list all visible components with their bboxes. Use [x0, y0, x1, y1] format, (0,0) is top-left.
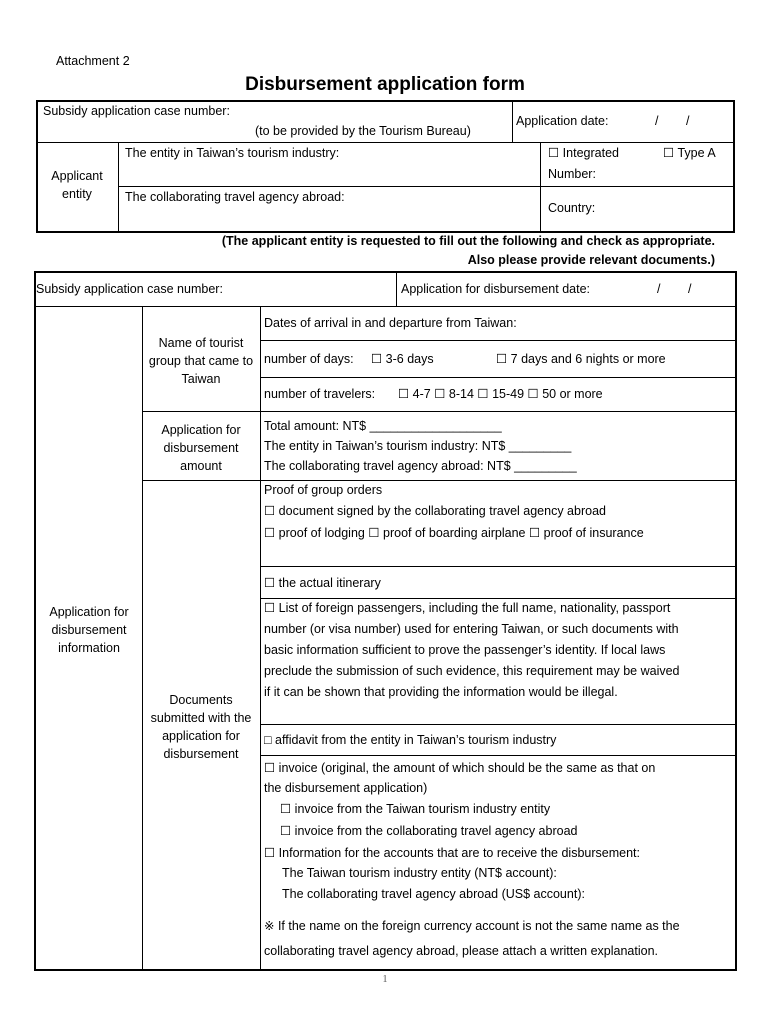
affidavit-checkbox[interactable]: □ affidavit from the entity in Taiwan’s tourism industry: [264, 733, 557, 747]
disbursement-info-label: Application for disbursement information: [49, 605, 129, 655]
passenger-list-line4: preclude the submission of such evidence, this requirement may be waived: [264, 664, 680, 678]
taiwan-amount-field[interactable]: The entity in Taiwan’s tourism industry: NT$ _________: [264, 439, 572, 453]
account-abroad-label: The collaborating travel agency abroad (US$ account):: [282, 887, 585, 901]
type-a-checkbox[interactable]: ☐ Type A: [663, 146, 716, 160]
passenger-list-line1[interactable]: ☐ List of foreign passengers, including the full name, nationality, passport: [264, 601, 671, 615]
note-line1: ※ If the name on the foreign currency account is not the same name as the: [264, 919, 680, 933]
application-date-separators: / /: [655, 114, 690, 128]
page-title: Disbursement application form: [245, 74, 525, 95]
proof-items-checkboxes[interactable]: ☐ proof of lodging ☐ proof of boarding airplane ☐ proof of insurance: [264, 526, 644, 540]
proof-group-orders-label: Proof of group orders: [264, 483, 383, 497]
amount-label: Application for disbursement amount: [161, 423, 241, 473]
passenger-list-line3: basic information sufficient to prove the passenger’s identity. If local laws: [264, 643, 666, 657]
documents-label: Documents submitted with the application for disbursement: [150, 693, 252, 761]
account-taiwan-label: The Taiwan tourism industry entity (NT$ account):: [282, 866, 557, 880]
days-7-plus-checkbox[interactable]: ☐ 7 days and 6 nights or more: [496, 352, 666, 366]
disbursement-date-separators: / /: [657, 282, 692, 296]
passenger-list-line5: if it can be shown that providing the information would be illegal.: [264, 685, 618, 699]
abroad-amount-field[interactable]: The collaborating travel agency abroad: NT$ _________: [264, 459, 577, 473]
instructions-line2: Also please provide relevant documents.): [467, 253, 715, 267]
number-label: Number:: [548, 167, 596, 181]
applicant-entity-label: Applicant entity: [51, 169, 103, 201]
entity-taiwan-label: The entity in Taiwan’s tourism industry:: [125, 146, 340, 160]
accounts-checkbox[interactable]: ☐ Information for the accounts that are to receive the disbursement:: [264, 846, 640, 860]
travelers-label: number of travelers:: [264, 387, 376, 401]
days-3-6-checkbox[interactable]: ☐ 3-6 days: [371, 352, 434, 366]
itinerary-checkbox[interactable]: ☐ the actual itinerary: [264, 576, 381, 590]
entity-abroad-label: The collaborating travel agency abroad:: [125, 190, 345, 204]
attachment-label: Attachment 2: [56, 54, 130, 68]
tour-group-label: Name of tourist group that came to Taiwan: [148, 336, 254, 386]
invoice-abroad-checkbox[interactable]: ☐ invoice from the collaborating travel agency abroad: [280, 824, 578, 838]
country-label: Country:: [548, 201, 596, 215]
instructions-line1: (The applicant entity is requested to fill out the following and check as appropriate.: [221, 234, 715, 248]
case-number-note: (to be provided by the Tourism Bureau): [255, 124, 471, 138]
days-label: number of days:: [264, 352, 354, 366]
invoice-checkbox[interactable]: ☐ invoice (original, the amount of which should be the same as that on: [264, 761, 656, 775]
proof-signed-checkbox[interactable]: ☐ document signed by the collaborating travel agency abroad: [264, 504, 606, 518]
integrated-checkbox[interactable]: ☐ Integrated: [548, 146, 619, 160]
disbursement-date-label: Application for disbursement date:: [401, 282, 590, 296]
invoice-taiwan-checkbox[interactable]: ☐ invoice from the Taiwan tourism industry entity: [280, 802, 551, 816]
invoice-line2: the disbursement application): [264, 781, 428, 795]
page-number: 1: [382, 974, 388, 985]
passenger-list-line2: number (or visa number) used for entering Taiwan, or such documents with: [264, 622, 679, 636]
note-line2: collaborating travel agency abroad, please attach a written explanation.: [264, 944, 659, 958]
main-case-number-label: Subsidy application case number:: [36, 282, 223, 296]
top-table: [36, 100, 735, 233]
total-amount-field[interactable]: Total amount: NT$ ___________________: [264, 419, 502, 433]
arrival-departure-label: Dates of arrival in and departure from Taiwan:: [264, 316, 517, 330]
travelers-checkboxes[interactable]: ☐ 4-7 ☐ 8-14 ☐ 15-49 ☐ 50 or more: [398, 387, 603, 401]
application-date-label: Application date:: [516, 114, 609, 128]
case-number-label: Subsidy application case number:: [43, 104, 230, 118]
